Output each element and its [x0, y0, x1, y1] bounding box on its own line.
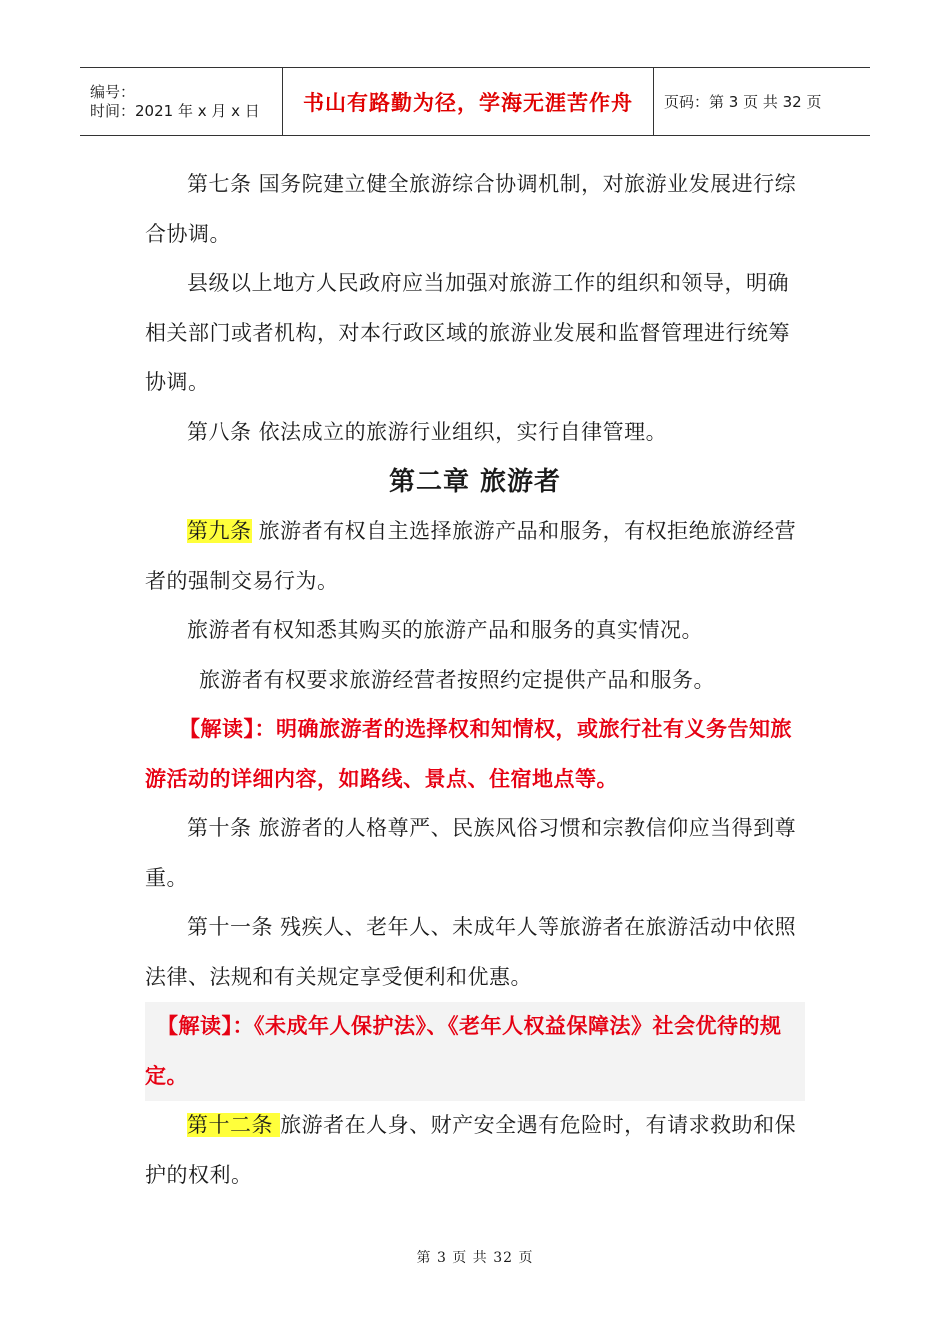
page-footer: 第 3 页 共 32 页 — [416, 1250, 534, 1266]
article-9-label: 第九条 — [187, 519, 252, 543]
document-number-label: 编号： — [90, 82, 136, 101]
page-header — [80, 67, 870, 136]
article-7: 第七条 国务院建立健全旅游综合协调机制，对旅游业发展进行综合协调。 — [145, 172, 797, 246]
document-body — [145, 160, 805, 1200]
article-12-label: 第十二条 — [187, 1113, 281, 1137]
article-7-para-2: 县级以上地方人民政府应当加强对旅游工作的组织和领导，明确相关部门或者机构，对本行政区域的旅游业发展和监督管理进行统筹协调。 — [145, 271, 790, 394]
header-motto: 书山有路勤为径，学海无涯苦作舟 — [282, 68, 654, 135]
article-9-para-3: 旅游者有权要求旅游经营者按照约定提供产品和服务。 — [199, 667, 715, 692]
article-12-text: 旅游者在人身、财产安全遇有危险时，有请求救助和保护的权利。 — [145, 1113, 797, 1187]
interpretation-note-1: 【解读】：明确旅游者的选择权和知情权，或旅行社有义务告知旅游活动的详细内容，如路线、景点、住宿地点等。 — [145, 717, 792, 791]
article-9-para-2: 旅游者有权知悉其购买的旅游产品和服务的真实情况。 — [187, 618, 703, 642]
document-date: 时间：2021 年 x 月 x 日 — [90, 101, 260, 120]
article-10: 第十条 旅游者的人格尊严、民族风俗习惯和宗教信仰应当得到尊重。 — [145, 816, 797, 890]
header-page-info: 页码：第 3 页 共 32 页 — [664, 93, 822, 111]
chapter-heading: 第二章 旅游者 — [388, 467, 562, 497]
article-9-text: 旅游者有权自主选择旅游产品和服务，有权拒绝旅游经营者的强制交易行为。 — [145, 519, 797, 593]
article-8: 第八条 依法成立的旅游行业组织，实行自律管理。 — [187, 419, 668, 444]
article-11: 第十一条 残疾人、老年人、未成年人等旅游者在旅游活动中依照法律、法规和有关规定享受便利和优惠。 — [145, 915, 797, 989]
interpretation-note-2: 【解读】：《未成年人保护法》、《老年人权益保障法》社会优待的规定。 — [145, 1002, 805, 1101]
article-9 — [145, 507, 805, 606]
header-meta — [80, 68, 282, 135]
article-12 — [145, 1101, 805, 1200]
